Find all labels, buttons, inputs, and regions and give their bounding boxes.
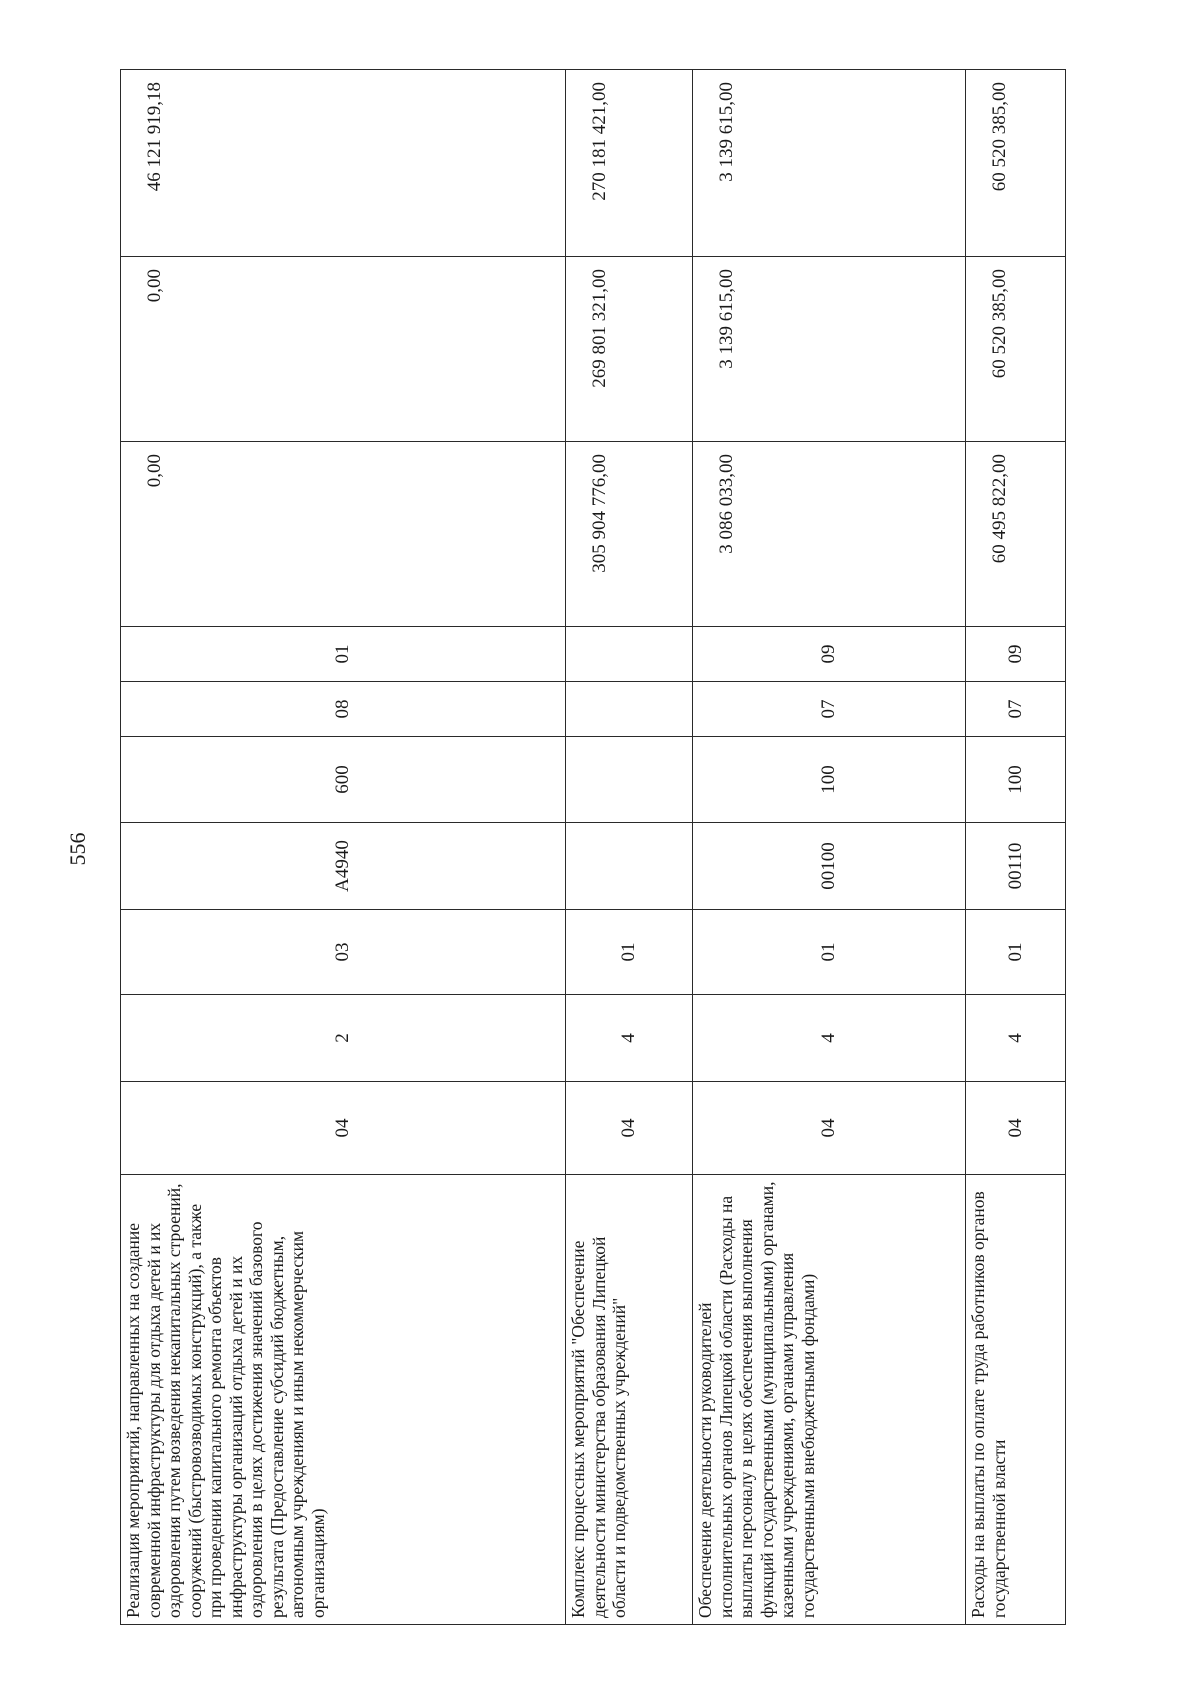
amount-cell: 3 086 033,00 [693, 442, 966, 627]
code-cell: 04 [966, 1082, 1066, 1175]
code-cell: 4 [566, 995, 693, 1082]
budget-table [120, 69, 1066, 1625]
code-cell [566, 737, 693, 823]
table-row [121, 70, 566, 1625]
row-description: Расходы на выплаты по оплате труда работников органов государственной власти [966, 1175, 1066, 1625]
amount-cell: 3 139 615,00 [693, 70, 966, 257]
code-cell: 04 [693, 1082, 966, 1175]
code-cell: 07 [693, 682, 966, 737]
row-description: Обеспечение деятельности руководителей исполнительных органов Липецкой области (Расходы на выплаты персоналу в целях обеспечения выполнения функций государственными (муниципальными) органами, казенными учреждениями, органами управления государственными внебюджетными фондами) [693, 1175, 966, 1625]
code-cell: 600 [121, 737, 566, 823]
code-cell: 4 [966, 995, 1066, 1082]
amount-cell: 0,00 [121, 442, 566, 627]
code-cell: 100 [693, 737, 966, 823]
page-number: 556 [65, 832, 90, 866]
amount-cell: 46 121 919,18 [121, 70, 566, 257]
row-description: Комплекс процессных мероприятий "Обеспечение деятельности министерства образования Липецкой области и подведомственных учреждений" [566, 1175, 693, 1625]
table-row [693, 70, 966, 1625]
table-row [966, 70, 1066, 1625]
amount-cell: 269 801 321,00 [566, 257, 693, 442]
amount-cell: 3 139 615,00 [693, 257, 966, 442]
code-cell: 01 [693, 910, 966, 995]
amount-cell: 0,00 [121, 257, 566, 442]
amount-cell: 60 520 385,00 [966, 70, 1066, 257]
code-cell: 04 [121, 1082, 566, 1175]
code-cell [566, 682, 693, 737]
code-cell: 00110 [966, 823, 1066, 910]
amount-cell: 60 520 385,00 [966, 257, 1066, 442]
table-row [566, 70, 693, 1625]
code-cell: 2 [121, 995, 566, 1082]
rotated-page-content [120, 70, 1065, 1625]
code-cell [566, 627, 693, 682]
code-cell: A4940 [121, 823, 566, 910]
row-description: Реализация мероприятий, направленных на создание современной инфраструктуры для отдыха детей и их оздоровления путем возведения некапитальных строений, сооружений (быстровозводимых конструкций), а также при проведении капитального ремонта объектов инфраструктуры организаций отдыха детей и их оздоровления в целях достижения значений базового результата (Предоставление субсидий бюджетным, автономным учреждениям и иным некоммерческим организациям) [121, 1175, 566, 1625]
code-cell: 08 [121, 682, 566, 737]
code-cell: 03 [121, 910, 566, 995]
code-cell: 01 [966, 910, 1066, 995]
code-cell: 4 [693, 995, 966, 1082]
code-cell: 100 [966, 737, 1066, 823]
code-cell: 09 [693, 627, 966, 682]
code-cell: 00100 [693, 823, 966, 910]
amount-cell: 270 181 421,00 [566, 70, 693, 257]
code-cell: 01 [566, 910, 693, 995]
code-cell: 09 [966, 627, 1066, 682]
code-cell: 04 [566, 1082, 693, 1175]
code-cell [566, 823, 693, 910]
amount-cell: 60 495 822,00 [966, 442, 1066, 627]
code-cell: 07 [966, 682, 1066, 737]
code-cell: 01 [121, 627, 566, 682]
amount-cell: 305 904 776,00 [566, 442, 693, 627]
